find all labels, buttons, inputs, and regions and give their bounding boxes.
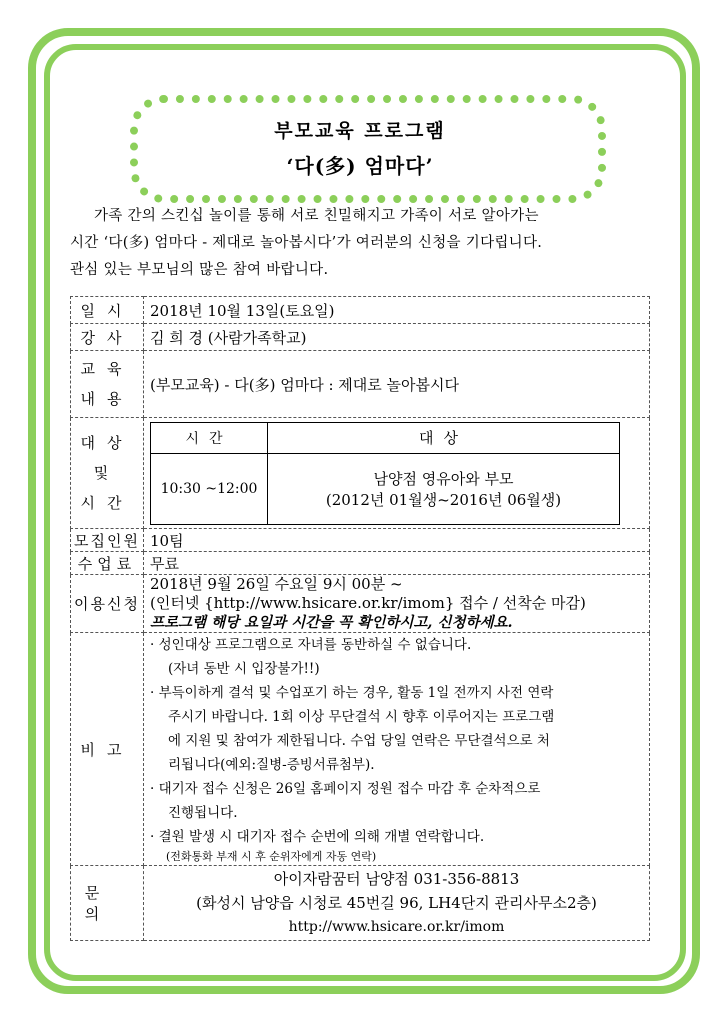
intro-line: 관심 있는 부모님의 많은 참여 바랍니다. bbox=[70, 262, 329, 278]
fee-label: 수업료 bbox=[71, 552, 144, 575]
notes-row bbox=[71, 633, 650, 866]
header-target: 대상 bbox=[268, 422, 620, 453]
page-subtitle: ‘다(多) 엄마다’ bbox=[286, 154, 434, 178]
page-title: 부모교육 프로그램 bbox=[274, 120, 446, 142]
target-label-line: 대상 bbox=[80, 434, 134, 452]
header-time: 시간 bbox=[151, 422, 268, 453]
note-line: 주시기 바랍니다. 1회 이상 무단결석 시 향후 이루어지는 프로그램 bbox=[168, 709, 555, 725]
instructor-label: 강사 bbox=[71, 324, 144, 351]
date-value: 2018년 10월 13일(토요일) bbox=[144, 297, 650, 324]
apply-emphasis: 프로그램 해당 요일과 시간을 꼭 확인하시고, 신청하세요. bbox=[150, 614, 513, 631]
instructor-value: 김 희 경 (사람가족학교) bbox=[144, 324, 650, 351]
content-label-line: 교육 bbox=[80, 360, 134, 378]
schedule-table bbox=[150, 422, 620, 525]
instructor-row bbox=[71, 324, 650, 351]
note-line: 리됩니다(예외:질병-증빙서류첨부). bbox=[168, 757, 375, 773]
fee-row bbox=[71, 552, 650, 575]
fee-value: 무료 bbox=[144, 552, 650, 575]
contact-url[interactable]: http://www.hsicare.or.kr/imom bbox=[288, 919, 505, 935]
content-row bbox=[71, 351, 650, 418]
note-line: 진행됩니다. bbox=[168, 805, 238, 821]
target-label-line: 시간 bbox=[80, 494, 134, 512]
target-label bbox=[71, 418, 144, 529]
contact-center: 아이자람꿈터 남양점 031-356-8813 bbox=[273, 870, 520, 888]
date-row bbox=[71, 297, 650, 324]
content-label-line: 내용 bbox=[80, 390, 134, 408]
contact-cell bbox=[144, 866, 650, 941]
apply-line: 2018년 9월 26일 수요일 9시 00분 ~ bbox=[150, 575, 403, 593]
capacity-label: 모집인원 bbox=[71, 529, 144, 552]
intro-paragraph bbox=[70, 203, 655, 284]
note-line: 에 지원 및 참여가 제한됩니다. 수업 당일 연락은 무단결석으로 처 bbox=[168, 733, 550, 749]
contact-address: (화성시 남양읍 시청로 45번길 96, LH4단지 관리사무소2층) bbox=[196, 894, 597, 912]
target-cell bbox=[144, 418, 650, 529]
note-line: · 부득이하게 결석 및 수업포기 하는 경우, 활동 1일 전까지 사전 연락 bbox=[150, 685, 554, 701]
info-table bbox=[70, 296, 650, 941]
note-line: (자녀 동반 시 입장불가!!) bbox=[168, 661, 320, 677]
apply-line: (인터넷 {http://www.hsicare.or.kr/imom} 접수 / 선착순 마감) bbox=[150, 594, 586, 612]
capacity-row bbox=[71, 529, 650, 552]
notes-label: 비고 bbox=[71, 633, 144, 866]
apply-label: 이용신청 bbox=[71, 575, 144, 633]
content-value: (부모교육) - 다(多) 엄마다 : 제대로 놀아봅시다 bbox=[144, 351, 650, 418]
intro-line: 시간 ‘다(多) 엄마다 - 제대로 놀아봅시다’가 여러분의 신청을 기다립니다. bbox=[70, 235, 543, 251]
apply-cell bbox=[144, 575, 650, 633]
target-label-line: 및 bbox=[93, 464, 121, 482]
date-label: 일시 bbox=[71, 297, 144, 324]
schedule-target bbox=[268, 453, 620, 524]
target-row bbox=[71, 418, 650, 529]
target-line: 남양점 영유아와 부모 bbox=[373, 469, 514, 488]
content-label bbox=[71, 351, 144, 418]
notes-cell bbox=[144, 633, 650, 866]
title-dotted-box bbox=[130, 95, 606, 203]
target-line: (2012년 01월생~2016년 06월생) bbox=[325, 490, 562, 509]
intro-line: 가족 간의 스킨십 놀이를 통해 서로 친밀해지고 가족이 서로 알아가는 bbox=[94, 208, 539, 224]
apply-row bbox=[71, 575, 650, 633]
note-line: · 대기자 접수 신청은 26일 홈페이지 정원 접수 마감 후 순차적으로 bbox=[150, 781, 541, 797]
note-small: (전화통화 부재 시 후 순위자에게 자동 연락) bbox=[166, 850, 377, 863]
note-line: · 성인대상 프로그램으로 자녀를 동반하실 수 없습니다. bbox=[150, 637, 472, 653]
note-line: · 결원 발생 시 대기자 접수 순번에 의해 개별 연락합니다. bbox=[150, 829, 485, 845]
capacity-value: 10팀 bbox=[144, 529, 650, 552]
contact-row bbox=[71, 866, 650, 941]
schedule-time: 10:30 ~12:00 bbox=[151, 453, 268, 524]
contact-label: 문의 bbox=[71, 866, 144, 941]
